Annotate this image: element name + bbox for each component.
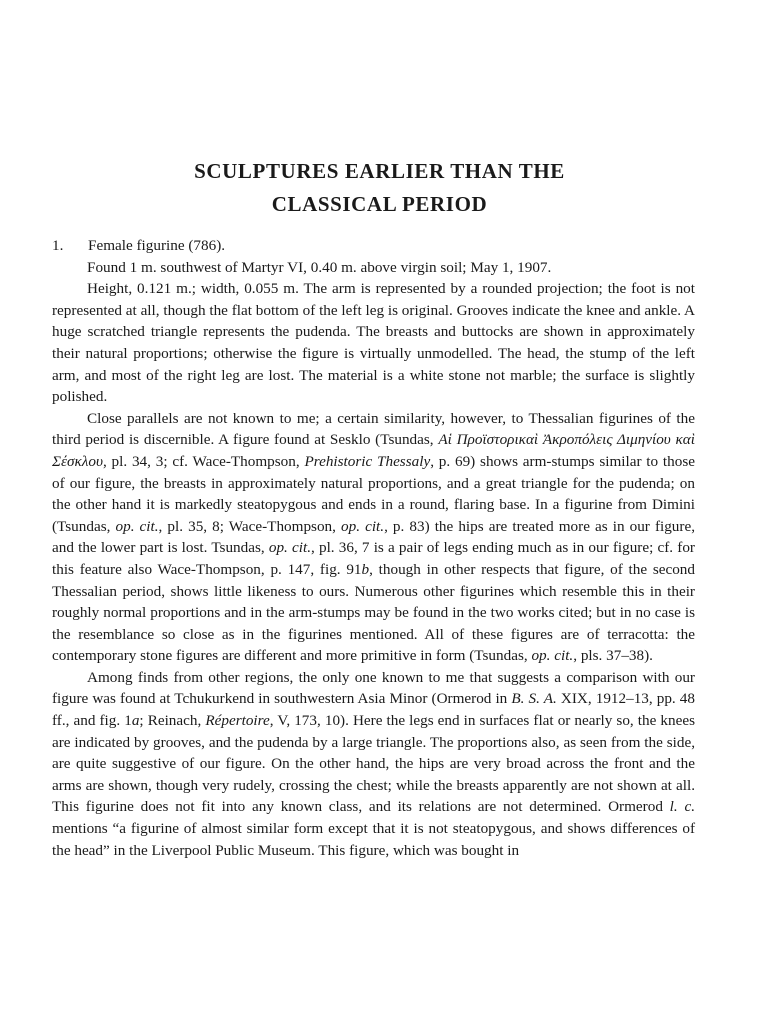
book-title: Prehistoric Thessaly: [304, 452, 431, 470]
body-text: [52, 235, 695, 861]
paragraph-other-regions: Among finds from other regions, the only one known to me that suggests a comparison with our figure was found at Tchukurkend in southwestern Asia Minor (Ormerod in B. S. A. XIX, 1912–13, pp. 48 ff., and fig. 1a; Reinach, Répertoire, V, 173, 10). Here the legs end in surfaces flat or nearly so, the knees are indicated by grooves, and the pudenda by a large triangle. The proportions also, as seen from the side, are quite suggestive of our figure. On the other hand, the hips are very broad across the front and the arms are shown, though very rudely, crossing the chest; while the breasts apparently are not shown at all. This figurine does not fit into any known class, and its relations are not determined. Ormerod l. c. mentions “a figurine of almost similar form except that it is not steatopygous, and shows differences of the head” in the Liverpool Public Museum. This figure, which was bought in: [52, 668, 695, 859]
entry-heading: [52, 235, 695, 257]
book-title: Répertoire: [205, 712, 270, 730]
paragraph-thessalian-parallels: Close parallels are not known to me; a certain similarity, however, to Thessalian figurines of the third period is discernible. A figure found at Sesklo (Tsundas, Αἱ Προϊστορικαὶ Ἀκροπόλεις Διμηνίου καὶ Σέσκλου, pl. 34, 3; cf. Wace-Thompson, Prehistoric Thessaly, p. 69) shows arm-stumps similar to those of our figure, the breasts in approximately natural proportions, and a great triangle for the pudenda; on the other hand it is markedly steatopygous and ends in a round, flaring base. In a figurine from Dimini (Tsundas, op. cit., pl. 35, 8; Wace-Thompson, op. cit., p. 83) the hips are treated more as in our figure, and the lower part is lost. Tsundas, op. cit., pl. 36, 7 is a pair of legs ending much as in our figure; cf. for this feature also Wace-Thompson, p. 147, fig. 91b, though in other respects that figure, of the second Thessalian period, shows little likeness to ours. Numerous other figurines which resemble this in their roughly normal proportions and in the arm-stumps may be found in the two works cited; but in no case is the resemblance so close as in the figurines mentioned. All of these figures are of terracotta: the contemporary stone figures are different and more primitive in form (Tsundas, op. cit., pls. 37–38).: [52, 409, 695, 665]
greek-title: Αἱ Προϊστορικαὶ Ἀκροπόλεις Διμηνίου καὶ Σέσκλου: [52, 431, 695, 470]
journal-abbrev: B. S. A.: [511, 690, 557, 708]
entry-findspot: Found 1 m. southwest of Martyr VI, 0.40 m. above virgin soil; May 1, 1907.: [87, 258, 552, 276]
entry-title: Female figurine (786).: [88, 237, 226, 254]
entry-number: 1.: [52, 237, 64, 254]
page-title-line-1: SCULPTURES EARLIER THAN THE: [194, 159, 565, 183]
page-title-line-2: CLASSICAL PERIOD: [271, 192, 488, 216]
entry-description: Height, 0.121 m.; width, 0.055 m. The arm is represented by a rounded projection; the foot is not represented at all, though the flat bottom of the left leg is original. Grooves indicate the knee and ankle. A huge scratched triangle represents the pudenda. The breasts and buttocks are shown in approximately their natural proportions; otherwise the figure is virtually unmodelled. The head, the stump of the left arm, and most of the right leg are lost. The material is a white stone not marble; the surface is slightly polished.: [52, 280, 695, 406]
